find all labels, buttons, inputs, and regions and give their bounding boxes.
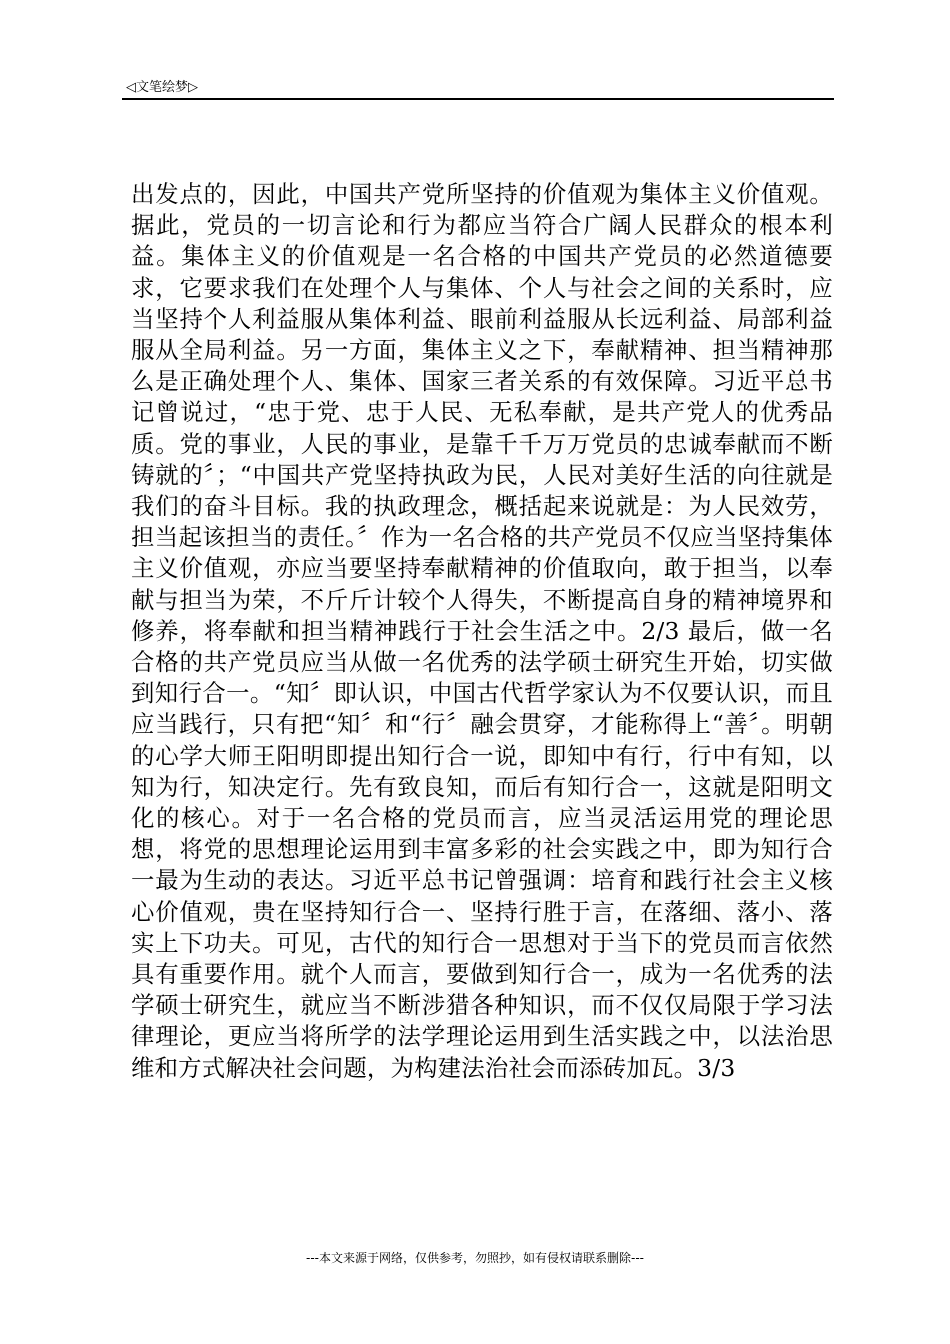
- body-text: 出发点的，因此，中国共产党所坚持的价值观为集体主义价值观。据此，党员的一切言论和行为都应当符合广阔人民群众的根本利益。集体主义的价值观是一名合格的中国共产党员的必然道德要求，它要求我们在处理个人与集体、个人与社会之间的关系时，应当坚持个人利益服从集体利益、眼前利益服从长远利益、局部利益服从全局利益。另一方面，集体主义之下，奉献精神、担当精神那么是正确处理个人、集体、国家三者关系的有效保障。习近平总书记曾说过，“忠于党、忠于人民、无私奉献，是共产党人的优秀品质。党的事业，人民的事业，是靠千千万万党员的忠诚奉献而不断铸就的〞；“中国共产党坚持执政为民，人民对美好生活的向往就是我们的奋斗目标。我的执政理念，概括起来说就是：为人民效劳，担当起该担当的责任。〞作为一名合格的共产党员不仅应当坚持集体主义价值观，亦应当要坚持奉献精神的价值取向，敢于担当，以奉献与担当为荣，不斤斤计较个人得失，不断提高自身的精神境界和修养，将奉献和担当精神践行于社会生活之中。2/3 最后，做一名合格的共产党员应当从做一名优秀的法学硕士研究生开始，切实做到知行合一。“知〞即认识，中国古代哲学家认为不仅要认识，而且应当践行，只有把“知〞和“行〞融会贯穿，才能称得上“善〞。明朝的心学大师王阳明即提出知行合一说，即知中有行，行中有知，以知为行，知决定行。先有致良知，而后有知行合一，这就是阳明文化的核心。对于一名合格的党员而言，应当灵活运用党的理论思想，将党的思想理论运用到丰富多彩的社会实践之中，即为知行合一最为生动的表达。习近平总书记曾强调：培育和践行社会主义核心价值观，贵在坚持知行合一、坚持行胜于言，在落细、落小、落实上下功夫。可见，古代的知行合一思想对于当下的党员而言依然具有重要作用。就个人而言，要做到知行合一，成为一名优秀的法学硕士研究生，就应当不断涉猎各种知识，而不仅仅局限于学习法律理论，更应当将所学的法学理论运用到生活实践之中，以法治思维和方式解决社会问题，为构建法治社会而添砖加瓦。3/3: [131, 180, 833, 1082]
- page-header: [122, 72, 834, 100]
- page-footer: ---本文来源于网络，仅供参考，勿照抄，如有侵权请联系删除---: [306, 1251, 644, 1265]
- header-title: ◁文笔绘梦▷: [126, 80, 198, 95]
